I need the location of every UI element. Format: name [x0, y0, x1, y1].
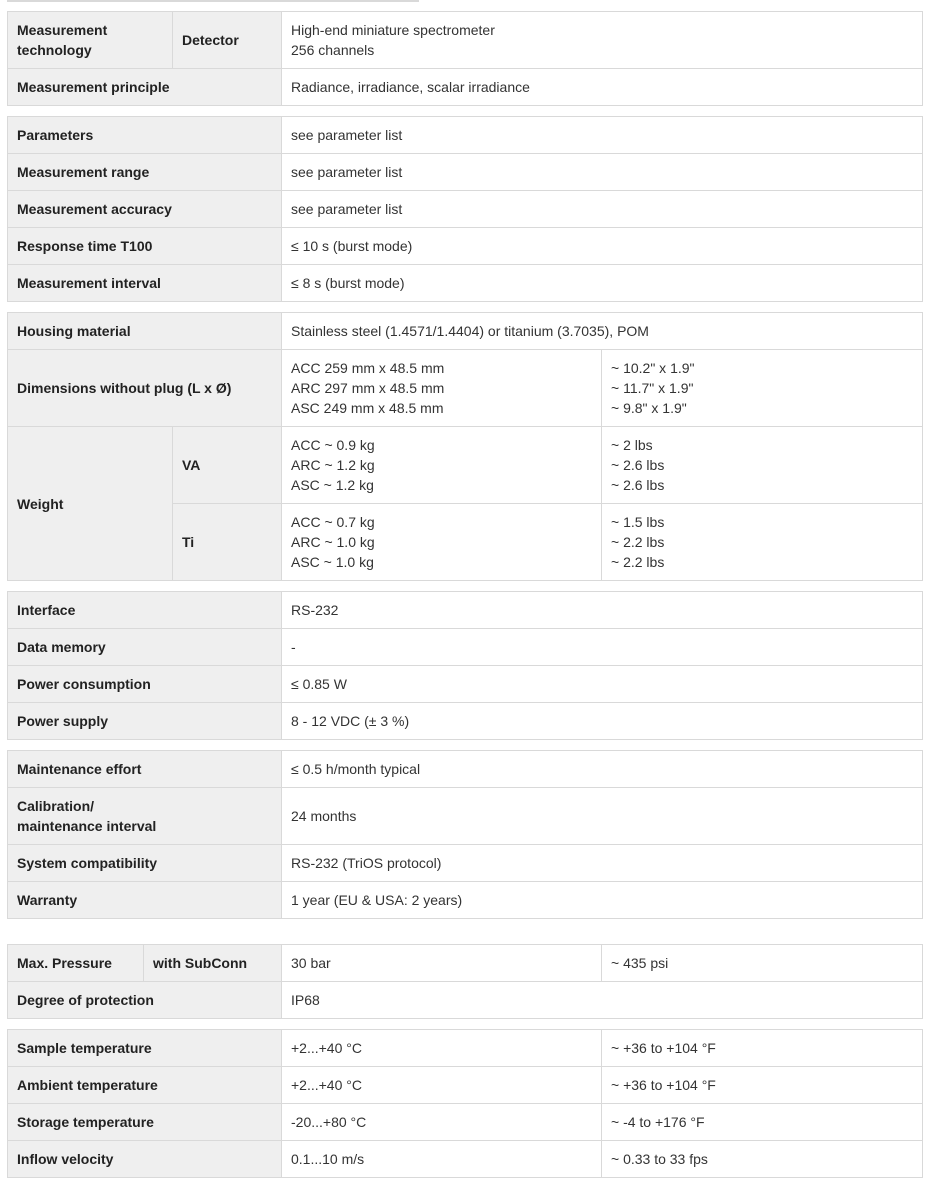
spec-value-line: ARC 297 mm x 48.5 mm	[291, 380, 445, 396]
spec-value: RS-232	[282, 592, 923, 629]
table-row	[8, 945, 923, 982]
maintenance-table	[7, 750, 923, 919]
spec-label	[8, 788, 282, 845]
spec-value-line: ~ 2.2 lbs	[611, 534, 665, 550]
technology-table	[7, 11, 923, 106]
spec-value-line: ~ 2.6 lbs	[611, 477, 665, 493]
table-row	[8, 69, 923, 106]
spec-label: Measurement interval	[8, 265, 282, 302]
table-row	[8, 882, 923, 919]
spec-value-line: ACC 259 mm x 48.5 mm	[291, 360, 445, 376]
spec-value-line: ~ 2 lbs	[611, 437, 653, 453]
spec-value-line: High-end miniature spectrometer	[291, 22, 495, 38]
spec-label: Max. Pressure	[8, 945, 144, 982]
table-row	[8, 1067, 923, 1104]
spec-value: 1 year (EU & USA: 2 years)	[282, 882, 923, 919]
spec-value-line: ARC ~ 1.0 kg	[291, 534, 375, 550]
spec-value-metric: 30 bar	[282, 945, 602, 982]
spec-value-line: ACC ~ 0.9 kg	[291, 437, 375, 453]
spec-label: Degree of protection	[8, 982, 282, 1019]
spec-value-imperial: ~ -4 to +176 °F	[602, 1104, 923, 1141]
table-row	[8, 265, 923, 302]
spec-value: -	[282, 629, 923, 666]
spec-label: Power supply	[8, 703, 282, 740]
spec-label: Measurement principle	[8, 69, 282, 106]
spec-sublabel: Ti	[173, 504, 282, 581]
table-row	[8, 350, 923, 427]
spec-label: System compatibility	[8, 845, 282, 882]
spec-value-imperial: ~ 0.33 to 33 fps	[602, 1141, 923, 1178]
spec-label: Data memory	[8, 629, 282, 666]
spec-value-line: ASC 249 mm x 48.5 mm	[291, 400, 444, 416]
spec-value-line: ASC ~ 1.2 kg	[291, 477, 374, 493]
pressure-table	[7, 944, 923, 1019]
spec-label: Interface	[8, 592, 282, 629]
top-divider	[7, 0, 419, 2]
spec-value-line: ~ 2.2 lbs	[611, 554, 665, 570]
spec-value-line: ~ 9.8" x 1.9"	[611, 400, 687, 416]
spec-sublabel: VA	[173, 427, 282, 504]
spec-value: 8 - 12 VDC (± 3 %)	[282, 703, 923, 740]
table-row	[8, 427, 923, 504]
spec-value: ≤ 0.85 W	[282, 666, 923, 703]
table-row	[8, 12, 923, 69]
spec-label: Response time T100	[8, 228, 282, 265]
spec-value-metric: +2...+40 °C	[282, 1030, 602, 1067]
spec-value: see parameter list	[282, 191, 923, 228]
spec-value-metric: 0.1...10 m/s	[282, 1141, 602, 1178]
table-row	[8, 703, 923, 740]
spec-value-metric	[282, 350, 602, 427]
table-row	[8, 1141, 923, 1178]
spec-value: ≤ 0.5 h/month typical	[282, 751, 923, 788]
spec-label	[8, 12, 173, 69]
spec-label: Warranty	[8, 882, 282, 919]
spec-value: see parameter list	[282, 117, 923, 154]
table-row	[8, 629, 923, 666]
environment-table	[7, 1029, 923, 1178]
table-row	[8, 982, 923, 1019]
table-row	[8, 1104, 923, 1141]
spec-label: Measurement range	[8, 154, 282, 191]
spec-label: Measurement accuracy	[8, 191, 282, 228]
spec-value: Radiance, irradiance, scalar irradiance	[282, 69, 923, 106]
spec-sublabel: Detector	[173, 12, 282, 69]
table-row	[8, 788, 923, 845]
spec-label: Power consumption	[8, 666, 282, 703]
table-row	[8, 313, 923, 350]
spec-label: Housing material	[8, 313, 282, 350]
table-row	[8, 154, 923, 191]
spec-label-line: maintenance interval	[17, 818, 157, 834]
spec-value-imperial	[602, 504, 923, 581]
spec-value: Stainless steel (1.4571/1.4404) or titanium (3.7035), POM	[282, 313, 923, 350]
table-row	[8, 191, 923, 228]
spec-label: Dimensions without plug (L x Ø)	[8, 350, 282, 427]
table-row	[8, 751, 923, 788]
spec-label: Ambient temperature	[8, 1067, 282, 1104]
table-row	[8, 228, 923, 265]
spec-label: Parameters	[8, 117, 282, 154]
spec-value-imperial: ~ +36 to +104 °F	[602, 1030, 923, 1067]
spec-value-line: ACC ~ 0.7 kg	[291, 514, 375, 530]
table-row	[8, 845, 923, 882]
housing-table	[7, 312, 923, 581]
spec-value-imperial	[602, 350, 923, 427]
spec-value: 24 months	[282, 788, 923, 845]
spec-label-line: Calibration/	[17, 798, 95, 814]
electrical-table	[7, 591, 923, 740]
spec-value: see parameter list	[282, 154, 923, 191]
spec-value-imperial: ~ +36 to +104 °F	[602, 1067, 923, 1104]
measurement-table	[7, 116, 923, 302]
spec-value: ≤ 8 s (burst mode)	[282, 265, 923, 302]
spec-value-metric: -20...+80 °C	[282, 1104, 602, 1141]
spec-value-imperial	[602, 427, 923, 504]
spec-value-line: ~ 10.2" x 1.9"	[611, 360, 695, 376]
spec-value-metric	[282, 504, 602, 581]
spec-value: IP68	[282, 982, 923, 1019]
spec-value: ≤ 10 s (burst mode)	[282, 228, 923, 265]
spec-label: Weight	[8, 427, 173, 581]
spec-value-imperial: ~ 435 psi	[602, 945, 923, 982]
table-row	[8, 117, 923, 154]
spec-label: Storage temperature	[8, 1104, 282, 1141]
spec-label: Inflow velocity	[8, 1141, 282, 1178]
spec-value-line: ~ 11.7" x 1.9"	[611, 380, 694, 396]
spec-value-metric	[282, 427, 602, 504]
spec-label: Maintenance effort	[8, 751, 282, 788]
spec-value-metric: +2...+40 °C	[282, 1067, 602, 1104]
spec-value	[282, 12, 923, 69]
table-row	[8, 1030, 923, 1067]
spec-value-line: ~ 1.5 lbs	[611, 514, 665, 530]
spec-value-line: ASC ~ 1.0 kg	[291, 554, 374, 570]
spec-value: RS-232 (TriOS protocol)	[282, 845, 923, 882]
spec-value-line: ~ 2.6 lbs	[611, 457, 665, 473]
spec-label: Sample temperature	[8, 1030, 282, 1067]
table-row	[8, 592, 923, 629]
spec-value-line: ARC ~ 1.2 kg	[291, 457, 375, 473]
spec-sublabel: with SubConn	[144, 945, 282, 982]
spec-value-line: 256 channels	[291, 42, 375, 58]
table-row	[8, 666, 923, 703]
spec-label-line: Measurement technology	[17, 22, 108, 58]
